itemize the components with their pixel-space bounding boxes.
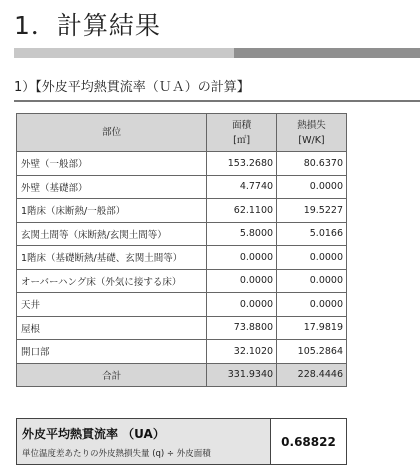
- calculation-table: [16, 113, 347, 387]
- table-row: [17, 222, 347, 246]
- part-cell: オーバーハング床（外気に接する床）: [17, 269, 207, 293]
- table-row: [17, 199, 347, 223]
- heat-loss-cell: 0.0000: [277, 269, 347, 293]
- total-row: [17, 363, 347, 387]
- table-row: [17, 246, 347, 270]
- part-cell: 1階床（床断熱/一般部）: [17, 199, 207, 223]
- part-cell: 1階床（基礎断熱/基礎、玄関土間等）: [17, 246, 207, 270]
- section-divider: [14, 100, 420, 102]
- heat-loss-cell: 0.0000: [277, 175, 347, 199]
- area-cell: 0.0000: [207, 293, 277, 317]
- part-cell: 外壁（基礎部）: [17, 175, 207, 199]
- table-row: [17, 340, 347, 364]
- header-part: 部位: [17, 114, 207, 152]
- heat-loss-cell: 0.0000: [277, 293, 347, 317]
- table-body: [17, 152, 347, 387]
- area-cell: 73.8800: [207, 316, 277, 340]
- area-cell: 32.1020: [207, 340, 277, 364]
- table-row: [17, 316, 347, 340]
- page-title: 1．計算結果: [14, 11, 161, 40]
- ua-formula: 単位温度差あたりの外皮熱損失量 (q) ÷ 外皮面積: [22, 449, 211, 459]
- table-header-row: [17, 114, 347, 152]
- ua-value: 0.68822: [281, 434, 336, 449]
- part-cell: 屋根: [17, 316, 207, 340]
- heat-loss-cell: 5.0166: [277, 222, 347, 246]
- area-cell: 5.8000: [207, 222, 277, 246]
- heat-loss-cell: 0.0000: [277, 246, 347, 270]
- section-heading: 1）【外皮平均熱貫流率（ＵＡ）の計算】: [14, 80, 250, 95]
- ua-title: 外皮平均熱貫流率 （UA）: [22, 427, 165, 441]
- heat-loss-cell: 17.9819: [277, 316, 347, 340]
- table-row: [17, 269, 347, 293]
- area-cell: 0.0000: [207, 246, 277, 270]
- area-cell: 153.2680: [207, 152, 277, 176]
- area-cell: 62.1100: [207, 199, 277, 223]
- total-heat-loss: 228.4446: [277, 363, 347, 387]
- heat-loss-cell: 80.6370: [277, 152, 347, 176]
- total-label: 合計: [17, 363, 207, 387]
- part-cell: 天井: [17, 293, 207, 317]
- ua-label-cell: [17, 419, 271, 464]
- header-area-label: 面積: [232, 119, 252, 131]
- ua-result-box: [16, 418, 347, 465]
- total-area: 331.9340: [207, 363, 277, 387]
- area-cell: 0.0000: [207, 269, 277, 293]
- table-row: [17, 152, 347, 176]
- part-cell: 玄関土間等（床断熱/玄関土間等）: [17, 222, 207, 246]
- part-cell: 開口部: [17, 340, 207, 364]
- header-heat-loss-unit: [W/K]: [298, 134, 325, 146]
- header-heat-loss: [277, 114, 347, 152]
- table-row: [17, 293, 347, 317]
- heat-loss-cell: 19.5227: [277, 199, 347, 223]
- part-cell: 外壁（一般部）: [17, 152, 207, 176]
- header-area: [207, 114, 277, 152]
- header-area-unit: [㎡]: [233, 134, 251, 146]
- heat-loss-cell: 105.2864: [277, 340, 347, 364]
- table-row: [17, 175, 347, 199]
- area-cell: 4.7740: [207, 175, 277, 199]
- title-underline-accent: [234, 48, 420, 58]
- header-heat-loss-label: 熱損失: [297, 119, 326, 131]
